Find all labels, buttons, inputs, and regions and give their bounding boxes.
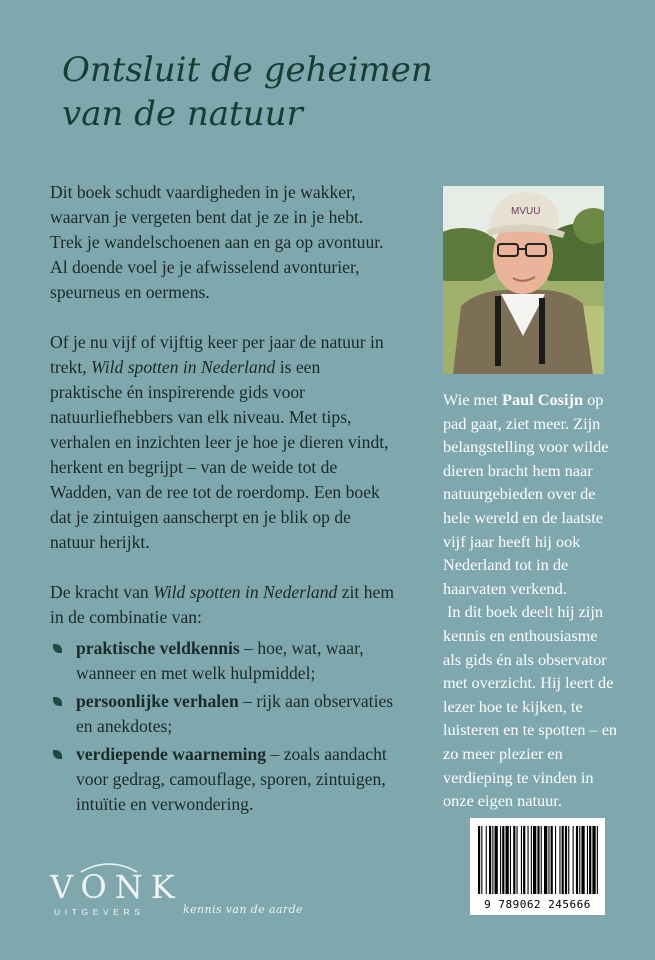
barcode-bar [502, 826, 504, 894]
book-title: Wild spotten in Nederland [91, 357, 276, 377]
barcode-bar [510, 826, 511, 894]
leaf-bullet-icon [53, 697, 62, 706]
intro-paragraph-2-end: is een praktische én inspirerende gids voor natuurliefhebbers van elk niveau. Met tips, verhalen en inzichten leer je hoe je dieren vindt, herkent en begrijpt – van de weide tot de Wadden, van de ree tot de roerdomp. Een boek dat je zintuigen aanscherpt en je blik op de natuur herijkt. [50, 357, 389, 552]
feature-description: – zoals aandacht voor gedrag, camouflage, sporen, zintuigen, intuïtie en verwondering. [76, 744, 387, 814]
barcode-bar [486, 826, 487, 894]
barcode-bar [478, 826, 480, 894]
barcode-bar [533, 826, 536, 894]
barcode-bar [587, 826, 588, 894]
feature-title: verdiepende waarneming [76, 744, 267, 764]
author-portrait-illustration [443, 186, 604, 374]
intro-paragraph-3-end: zit hem in de combinatie van: [50, 582, 395, 627]
barcode-bar [500, 826, 501, 894]
barcode-bar [597, 826, 598, 894]
barcode-bar [481, 826, 482, 894]
feature-title: persoonlijke verhalen [76, 691, 239, 711]
publisher-tagline: kennis van de aarde [183, 903, 303, 916]
barcode-bar [568, 826, 569, 894]
headline-line-2: van de natuur [62, 94, 303, 134]
feature-item [50, 742, 395, 817]
feature-description: – hoe, wat, waar, wanneer en met welk hulpmiddel; [76, 638, 364, 683]
isbn-number: 9 789062 245666 [484, 898, 591, 911]
bio-text-1: op pad gaat, ziet meer. Zijn belangstelling voor wilde dieren bracht hem naar natuurgebieden over de hele wereld en de laatste vijf jaar heeft hij ook Nederland tot in de haarvaten verkend. [443, 390, 609, 598]
barcode-bar [573, 826, 574, 894]
feature-title: praktische veldkennis [76, 638, 240, 658]
author-name: Paul Cosijn [502, 390, 584, 409]
barcode-bar [521, 826, 522, 894]
barcode-bar [506, 826, 509, 894]
isbn-barcode [470, 818, 605, 915]
barcode-bar [576, 826, 578, 894]
barcode-bar [517, 826, 518, 894]
feature-item [50, 689, 395, 739]
barcode-bar [513, 826, 515, 894]
feature-description: – rijk aan observaties en anekdotes; [76, 691, 394, 736]
headline-line-1: Ontsluit de geheimen [62, 50, 433, 90]
barcode-bars [470, 818, 605, 898]
author-photo [443, 186, 604, 374]
intro-paragraph-1: Dit boek schudt vaardigheden in je wakker, waarvan je vergeten bent dat je ze in je hebt. Trek je wandelschoenen aan en ga op avontuur. Al doende voel je je afwisselend avonturier, speurneus en oermens. [50, 182, 384, 302]
barcode-bar [537, 826, 539, 894]
barcode-bar [592, 826, 595, 894]
barcode-bar [541, 826, 542, 894]
headline [62, 48, 482, 136]
bio-paragraph-2: In dit boek deelt hij zijn kennis en enthousiasme als gids én als observator met overzicht. Hij leert de lezer hoe te kijken, te luisteren en te spotten – en zo meer plezier en verdieping te vinden in onze eigen natuur. [443, 602, 618, 811]
leaf-bullet-icon [53, 750, 62, 759]
publisher-logo: VONK [50, 868, 183, 906]
barcode-bar [565, 826, 567, 894]
barcode-bar [581, 826, 584, 894]
intro-paragraph-3-start: De kracht van [50, 582, 154, 602]
blurb [50, 180, 395, 820]
intro-paragraph-2-start: Of je nu vijf of vijftig keer per jaar de natuur in trekt, [50, 332, 384, 377]
barcode-bar [489, 826, 491, 894]
barcode-bar [523, 826, 525, 894]
intro-paragraph-3 [50, 580, 395, 630]
barcode-bar [562, 826, 564, 894]
feature-list [50, 636, 395, 817]
barcode-bar [551, 826, 553, 894]
barcode-bar [555, 826, 556, 894]
barcode-bar [548, 826, 549, 894]
barcode-bar [495, 826, 498, 894]
barcode-bar [531, 826, 532, 894]
intro-paragraph-2 [50, 330, 395, 555]
barcode-bar [559, 826, 560, 894]
barcode-bar [528, 826, 529, 894]
leaf-bullet-icon [53, 644, 62, 653]
barcode-bar [589, 826, 591, 894]
barcode-bar [492, 826, 493, 894]
bio-paragraph-1 [443, 388, 618, 600]
book-title: Wild spotten in Nederland [153, 582, 338, 602]
bio-prefix: Wie met [443, 390, 503, 409]
feature-item [50, 636, 395, 686]
barcode-bar [579, 826, 580, 894]
cap-text: MVUU [511, 206, 541, 217]
barcode-bar [544, 826, 547, 894]
author-bio [443, 388, 618, 813]
publisher-subtitle: UITGEVERS [54, 907, 145, 917]
